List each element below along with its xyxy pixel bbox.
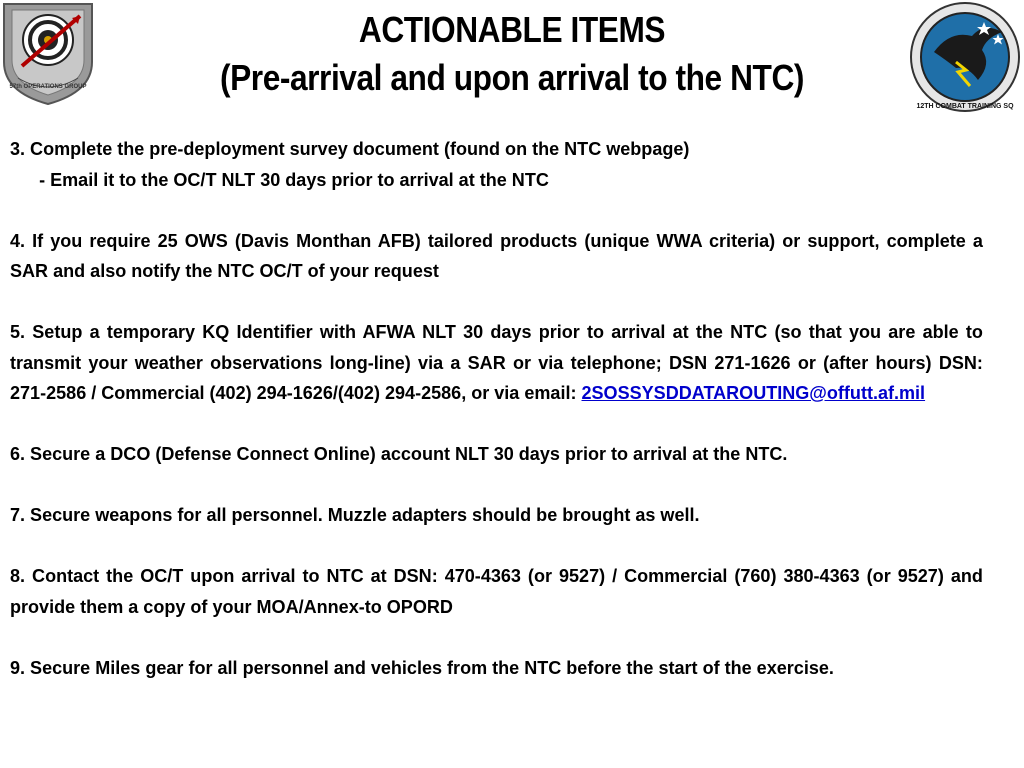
item-9: 9. Secure Miles gear for all personnel and vehicles from the NTC before the start of the exercise. — [10, 656, 834, 678]
title-line-2: (Pre-arrival and upon arrival to the NTC) — [220, 57, 804, 98]
item-4: 4. If you require 25 OWS (Davis Monthan AFB) tailored products (unique WWA criteria) or support, complete a SAR and also notify the NTC OC/T of your request — [10, 229, 983, 281]
actionable-items-list — [10, 134, 983, 683]
item-5 — [10, 317, 983, 409]
logo-right-caption: 12TH COMBAT TRAINING SQ — [916, 103, 1014, 110]
item-3-text: 3. Complete the pre-deployment survey document (found on the NTC webpage) — [10, 138, 690, 159]
item-3 — [10, 134, 983, 195]
item-7: 7. Secure weapons for all personnel. Muzzle adapters should be brought as well. — [10, 504, 700, 525]
email-link[interactable]: 2SOSSYSDDATAROUTING@offutt.af.mil — [581, 382, 926, 403]
item-8: 8. Contact the OC/T upon arrival to NTC at DSN: 470-4363 (or 9527) / Commercial (760) 380-4363 (or 9527) and provide them a copy of your MOA/Annex-to OPORD — [10, 565, 983, 617]
item-3-subtext: - Email it to the OC/T NLT 30 days prior to arrival at the NTC — [39, 168, 549, 190]
item-5-text: 5. Setup a temporary KQ Identifier with AFWA NLT 30 days prior to arrival at the NTC (so that you are able to transmit your weather observations long-line) via a SAR or via telephone; DSN 271-1626 or (after hours) DSN: 271-2586 / Commercial (402) 294-1626/(402) 294-2586, or via email: — [10, 321, 983, 403]
logo-left-caption: 57th OPERATIONS GROUP — [9, 84, 87, 90]
title-line-1: ACTIONABLE ITEMS — [358, 9, 666, 50]
item-6: 6. Secure a DCO (Defense Connect Online) account NLT 30 days prior to arrival at the NTC. — [10, 443, 788, 464]
slide-title — [61, 6, 962, 102]
